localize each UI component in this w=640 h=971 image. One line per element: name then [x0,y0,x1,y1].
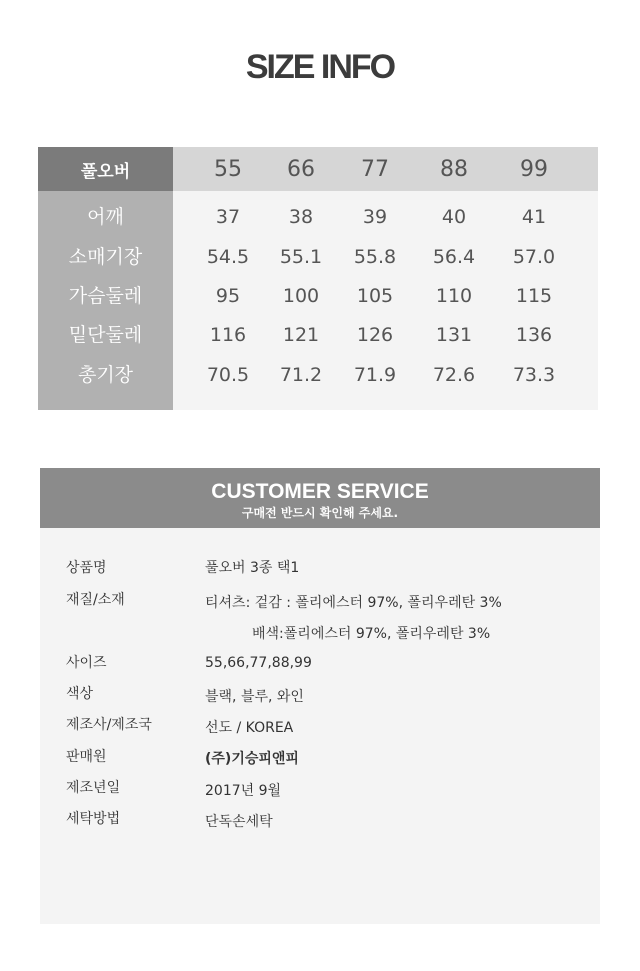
info-value-manufacture-date: 2017년 9월 [205,783,282,799]
table-cell: 39 [362,206,388,228]
info-label-size: 사이즈 [66,655,107,671]
table-cell: 71.9 [353,364,397,386]
table-cell: 54.5 [206,246,250,268]
table-cell: 40 [441,206,467,228]
size-header-77: 77 [361,157,389,182]
size-header-99: 99 [520,157,548,182]
table-cell: 57.0 [512,246,556,268]
table-cell: 56.4 [432,246,476,268]
size-info-title: SIZE INFO [245,48,395,86]
size-header-66: 66 [287,157,315,182]
size-table [38,147,598,410]
table-cell: 41 [521,206,547,228]
table-cell: 55.8 [353,246,397,268]
info-value-seller: (주)기승피앤피 [205,751,299,767]
customer-service-box [40,468,600,924]
info-label-color: 색상 [66,686,94,702]
table-cell: 73.3 [512,364,556,386]
info-label-material: 재질/소재 [66,592,125,608]
table-cell: 115 [515,285,553,307]
table-cell: 37 [215,206,241,228]
info-label-manufacture-date: 제조년일 [66,780,121,796]
size-table-corner-label: 풀오버 [38,147,173,191]
table-cell: 71.2 [279,364,323,386]
table-cell: 70.5 [206,364,250,386]
table-cell: 126 [356,324,394,346]
table-cell: 121 [282,324,320,346]
table-cell: 110 [435,285,473,307]
table-cell: 105 [356,285,394,307]
info-value-material-trim: 배색:폴리에스터 97%, 폴리우레탄 3% [252,626,491,642]
customer-service-title: CUSTOMER SERVICE [211,480,429,503]
size-header-88: 88 [440,157,468,182]
table-cell: 116 [209,324,247,346]
table-cell: 55.1 [279,246,323,268]
table-cell: 100 [282,285,320,307]
size-header-55: 55 [214,157,242,182]
row-label-sleeve-length: 소매기장 [68,246,143,268]
row-label-hem: 밑단둘레 [68,324,143,346]
info-label-washing: 세탁방법 [66,811,121,827]
table-cell: 131 [435,324,473,346]
info-value-manufacturer: 선도 / KOREA [205,720,294,736]
info-value-color: 블랙, 블루, 와인 [205,689,304,705]
customer-service-header [40,468,600,528]
info-value-washing: 단독손세탁 [205,814,273,830]
info-label-manufacturer: 제조사/제조국 [66,717,152,733]
table-cell: 136 [515,324,553,346]
table-cell: 38 [288,206,314,228]
row-label-shoulder: 어깨 [87,206,124,228]
info-value-material: 티셔츠: 겉감 : 폴리에스터 97%, 폴리우레탄 3% [205,595,502,611]
table-cell: 95 [215,285,241,307]
row-label-total-length: 총기장 [77,364,134,386]
info-value-product-name: 풀오버 3종 택1 [205,560,300,576]
info-label-seller: 판매원 [66,749,107,765]
info-label-product-name: 상품명 [66,560,107,576]
customer-service-subtitle: 구매전 반드시 확인해 주세요. [241,506,399,520]
table-cell: 72.6 [432,364,476,386]
info-value-size: 55,66,77,88,99 [205,655,312,671]
row-label-chest: 가슴둘레 [68,285,143,307]
